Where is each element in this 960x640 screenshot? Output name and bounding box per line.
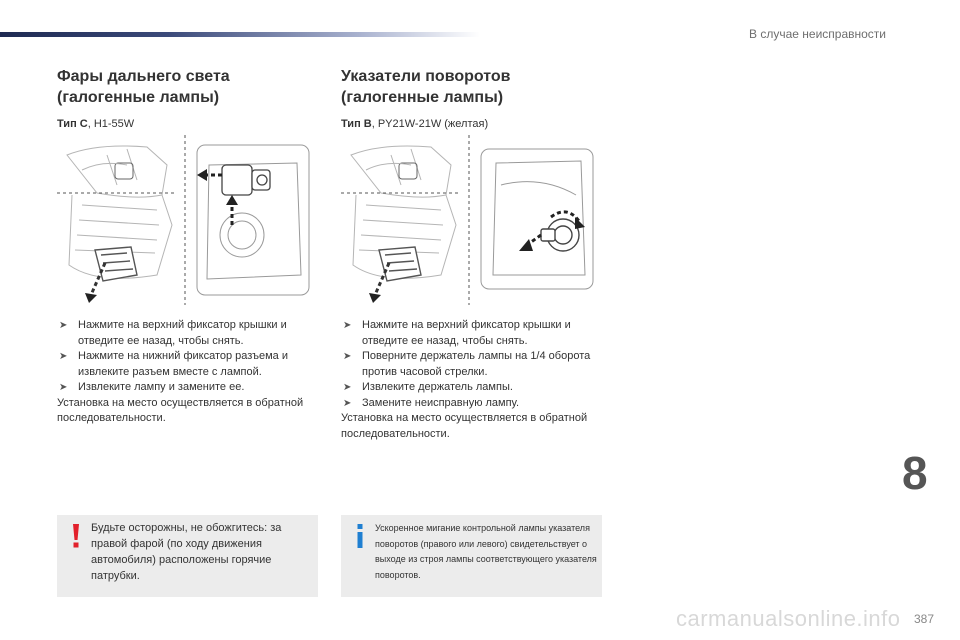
info-box — [341, 515, 602, 597]
arrow-bullet-icon: ➤ — [343, 397, 352, 409]
high-beam-reassembly-note: Установка на место осуществляется в обратной последовательности. — [57, 396, 304, 424]
turn-signal-section — [341, 66, 603, 130]
turn-signal-reassembly-note: Установка на место осуществляется в обратной последовательности. — [341, 412, 588, 440]
high-beam-type-value: , H1-55W — [87, 118, 135, 130]
turn-signal-title-line1: Указатели поворотов — [341, 68, 511, 85]
arrow-bullet-icon: ➤ — [59, 382, 68, 393]
turn-signal-step-3: ➤ Извлеките держатель лампы. — [341, 380, 603, 396]
turn-signal-step-1: ➤ Нажмите на верхний фиксатор крышки и отведите ее назад, чтобы снять. — [343, 319, 571, 347]
turn-signal-bulb-type — [341, 118, 603, 130]
turn-signal-title-line2: (галогенные лампы) — [341, 89, 504, 106]
high-beam-step-3: ➤ Извлеките лампу и замените ее. — [57, 380, 319, 396]
turn-signal-illustration — [341, 135, 603, 305]
turn-signal-type-value: , PY21W-21W (желтая) — [371, 118, 489, 130]
high-beam-bulb-type — [57, 118, 319, 130]
high-beam-diagram — [57, 135, 319, 305]
section-title: В случае неисправности — [749, 27, 886, 41]
turn-signal-step-2: ➤ Поверните держатель лампы на 1/4 оборота против часовой стрелки. — [343, 350, 591, 378]
high-beam-step-2: ➤ Нажмите на нижний фиксатор разъема и извлеките разъем вместе с лампой. — [59, 350, 288, 378]
info-text: Ускоренное мигание контрольной лампы указателя поворотов (правого или левого) свидетельствует о выходе из строя лампы соответствующего указателя поворотов. — [375, 523, 597, 580]
high-beam-instructions — [57, 318, 319, 427]
turn-signal-step-4: ➤ Замените неисправную лампу. — [341, 396, 603, 412]
high-beam-title — [57, 66, 319, 108]
info-icon — [353, 523, 367, 549]
arrow-bullet-icon: ➤ — [343, 320, 352, 331]
turn-signal-type-label: Тип B — [341, 118, 372, 130]
turn-signal-title — [341, 66, 603, 108]
high-beam-illustration — [57, 135, 319, 305]
page-number: 387 — [913, 612, 934, 626]
turn-signal-diagram — [341, 135, 603, 305]
high-beam-title-line2: (галогенные лампы) — [57, 89, 220, 106]
arrow-bullet-icon: ➤ — [59, 351, 68, 362]
watermark: carmanualsonline.info — [676, 606, 901, 631]
warning-box — [57, 515, 318, 597]
high-beam-section — [57, 66, 319, 130]
exclamation-icon — [69, 523, 83, 549]
chapter-number: 8 — [902, 447, 928, 499]
high-beam-type-label: Тип C — [57, 118, 88, 130]
warning-text: Будьте осторожны, не обожгитесь: за правой фарой (по ходу движения автомобиля) расположены горячие патрубки. — [91, 522, 282, 582]
high-beam-title-line1: Фары дальнего света — [57, 68, 230, 85]
arrow-bullet-icon: ➤ — [343, 351, 352, 362]
arrow-bullet-icon: ➤ — [343, 382, 352, 393]
header-bar — [0, 32, 480, 37]
turn-signal-instructions — [341, 318, 603, 442]
arrow-bullet-icon: ➤ — [59, 320, 68, 331]
high-beam-step-1: ➤ Нажмите на верхний фиксатор крышки и отведите ее назад, чтобы снять. — [59, 319, 287, 347]
